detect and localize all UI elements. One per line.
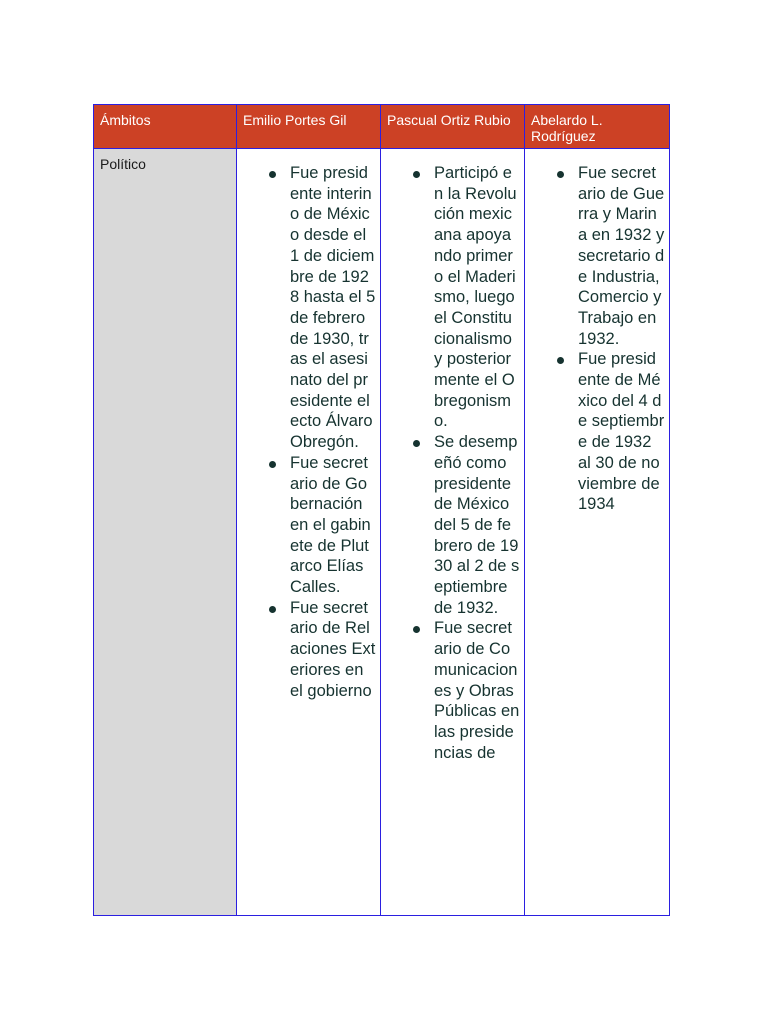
- cell-content-clip: [525, 149, 669, 915]
- list-item: [237, 598, 380, 702]
- list-item-text: Fue secretario de Guerra y Marina en 1932 y secretario de Industria, Comercio y Trabajo en 1932.: [578, 164, 665, 348]
- header-ambitos: Ámbitos: [94, 105, 237, 149]
- row-label-politico: Político: [94, 149, 237, 916]
- bullet-icon: [269, 606, 276, 613]
- list-item: [381, 618, 524, 763]
- cell-abelardo-politico: [525, 149, 670, 916]
- list-item-text: Se desempeñó como presidente de México del 5 de febrero de 1930 al 2 de septiembre de 1932.: [434, 433, 520, 617]
- bullet-icon: [557, 357, 564, 364]
- bullet-icon: [413, 440, 420, 447]
- bullet-icon: [413, 171, 420, 178]
- comparison-table: [93, 104, 670, 916]
- list-item: [381, 163, 524, 432]
- bullet-list: [525, 149, 669, 515]
- header-pascual-ortiz-rubio: Pascual Ortiz Rubio: [381, 105, 525, 149]
- cell-ortiz-politico: [381, 149, 525, 916]
- bullet-list: [381, 149, 524, 763]
- list-item: [237, 453, 380, 598]
- header-emilio-portes-gil: Emilio Portes Gil: [237, 105, 381, 149]
- bullet-list: [237, 149, 380, 701]
- table-row: [94, 149, 670, 916]
- list-item: [237, 163, 380, 453]
- header-row: [94, 105, 670, 149]
- bullet-icon: [557, 171, 564, 178]
- list-item-text: Fue presidente de México del 4 de septiembre de 1932 al 30 de noviembre de 1934: [578, 350, 665, 514]
- bullet-icon: [413, 626, 420, 633]
- list-item: [525, 163, 669, 349]
- cell-content-clip: [237, 149, 380, 915]
- cell-portes-politico: [237, 149, 381, 916]
- list-item-text: Fue secretario de Gobernación en el gabinete de Plutarco Elías Calles.: [290, 453, 371, 597]
- list-item-text: Fue presidente interino de México desde el 1 de diciembre de 1928 hasta el 5 de febrero de 1930, tras el asesinato del presidente electo Álvaro Obregón.: [290, 164, 376, 452]
- list-item: [381, 432, 524, 618]
- bullet-icon: [269, 171, 276, 178]
- cell-content-clip: [381, 149, 524, 915]
- list-item-text: Participó en la Revolución mexicana apoyando primero el Maderismo, luego el Constitucionalismo y posteriormente el Obregonismo.: [434, 164, 517, 431]
- list-item: [525, 349, 669, 515]
- header-abelardo-rodriguez: Abelardo L. Rodríguez: [525, 105, 670, 149]
- list-item-text: Fue secretario de Relaciones Exteriores en el gobierno: [290, 598, 376, 700]
- list-item-text: Fue secretario de Comunicaciones y Obras Públicas en las presidencias de: [434, 619, 520, 762]
- bullet-icon: [269, 461, 276, 468]
